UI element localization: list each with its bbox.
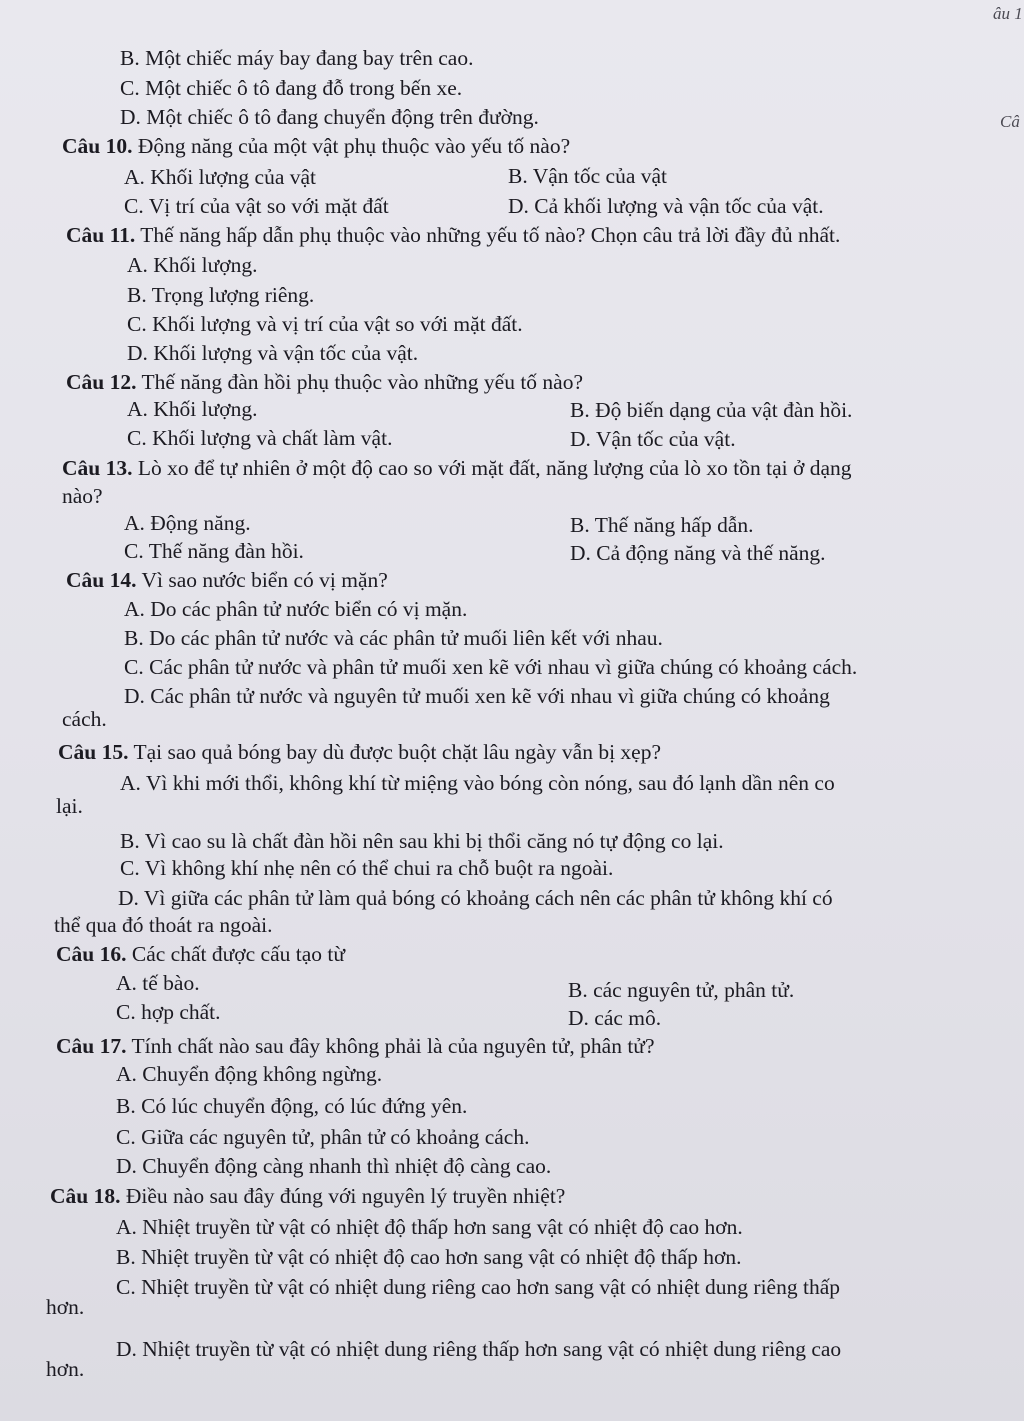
question-10 — [62, 133, 570, 159]
q18-option-d: D. Nhiệt truyền từ vật có nhiệt dung riêng thấp hơn sang vật có nhiệt dung riêng cao — [116, 1337, 842, 1361]
q17-option-a: A. Chuyển động không ngừng. — [116, 1062, 383, 1086]
question-number: Câu 11. — [66, 223, 136, 247]
q15-option-d: D. Vì giữa các phân tử làm quả bóng có khoảng cách nên các phân tử không khí có — [118, 886, 833, 910]
q16-option-a: A. tế bào. — [116, 971, 200, 995]
question-text: Thế năng đàn hồi phụ thuộc vào những yếu tố nào? — [136, 370, 584, 394]
question-17 — [56, 1033, 655, 1059]
q15-option-a: A. Vì khi mới thổi, không khí từ miệng vào bóng còn nóng, sau đó lạnh dần nên co — [120, 771, 835, 795]
q15-option-b: B. Vì cao su là chất đàn hồi nên sau khi bị thổi căng nó tự động co lại. — [120, 829, 724, 853]
q10-option-b: B. Vận tốc của vật — [508, 164, 668, 188]
q16-option-c: C. hợp chất. — [116, 1000, 221, 1024]
q11-option-c: C. Khối lượng và vị trí của vật so với mặt đất. — [127, 312, 523, 336]
question-text: Các chất được cấu tạo từ — [126, 942, 346, 966]
q18-option-d-continued: hơn. — [46, 1357, 85, 1381]
q13-option-d: D. Cả động năng và thế năng. — [570, 541, 826, 565]
question-14 — [66, 567, 388, 593]
q12-option-b: B. Độ biến dạng của vật đàn hồi. — [570, 398, 853, 422]
q17-option-b: B. Có lúc chuyển động, có lúc đứng yên. — [116, 1094, 468, 1118]
prev-option-d: D. Một chiếc ô tô đang chuyển động trên đường. — [120, 105, 539, 129]
q16-option-d: D. các mô. — [568, 1006, 662, 1030]
question-15 — [58, 739, 661, 765]
q12-option-a: A. Khối lượng. — [127, 397, 258, 421]
edge-mark-right: Câ — [1000, 112, 1020, 131]
q11-option-d: D. Khối lượng và vận tốc của vật. — [127, 341, 419, 365]
question-number: Câu 18. — [50, 1184, 121, 1208]
q10-option-d: D. Cả khối lượng và vận tốc của vật. — [508, 194, 824, 218]
question-16 — [56, 941, 345, 967]
q14-option-d-continued: cách. — [62, 707, 107, 731]
q18-option-b: B. Nhiệt truyền từ vật có nhiệt độ cao hơn sang vật có nhiệt độ thấp hơn. — [116, 1245, 742, 1269]
question-12 — [66, 369, 583, 395]
question-text: Tại sao quả bóng bay dù được buột chặt lâu ngày vẫn bị xẹp? — [128, 740, 661, 764]
prev-option-c: C. Một chiếc ô tô đang đỗ trong bến xe. — [120, 76, 463, 100]
q15-option-d-continued: thể qua đó thoát ra ngoài. — [54, 913, 273, 937]
question-13 — [62, 455, 852, 481]
q12-option-c: C. Khối lượng và chất làm vật. — [127, 426, 393, 450]
q10-option-a: A. Khối lượng của vật — [124, 165, 316, 189]
q14-option-d: D. Các phân tử nước và nguyên tử muối xen kẽ với nhau vì giữa chúng có khoảng — [124, 684, 830, 708]
question-number: Câu 12. — [66, 370, 137, 394]
question-number: Câu 16. — [56, 942, 127, 966]
q18-option-c: C. Nhiệt truyền từ vật có nhiệt dung riêng cao hơn sang vật có nhiệt dung riêng thấp — [116, 1275, 840, 1299]
question-number: Câu 10. — [62, 134, 133, 158]
q15-option-c: C. Vì không khí nhẹ nên có thể chui ra chỗ buột ra ngoài. — [120, 856, 614, 880]
q17-option-d: D. Chuyển động càng nhanh thì nhiệt độ càng cao. — [116, 1154, 552, 1178]
q13-option-c: C. Thế năng đàn hồi. — [124, 539, 304, 563]
question-number: Câu 13. — [62, 456, 133, 480]
question-text: Động năng của một vật phụ thuộc vào yếu tố nào? — [132, 134, 571, 158]
q11-option-a: A. Khối lượng. — [127, 253, 258, 277]
q15-option-a-continued: lại. — [56, 794, 83, 818]
q11-option-b: B. Trọng lượng riêng. — [127, 283, 315, 307]
edge-mark-top-right: âu 1 — [993, 4, 1023, 23]
question-text: Tính chất nào sau đây không phải là của nguyên tử, phân tử? — [126, 1034, 655, 1058]
question-text: Điều nào sau đây đúng với nguyên lý truyền nhiệt? — [120, 1184, 566, 1208]
q17-option-c: C. Giữa các nguyên tử, phân tử có khoảng cách. — [116, 1125, 530, 1149]
question-text: Vì sao nước biển có vị mặn? — [136, 568, 388, 592]
question-number: Câu 15. — [58, 740, 129, 764]
question-text: Thế năng hấp dẫn phụ thuộc vào những yếu tố nào? Chọn câu trả lời đầy đủ nhất. — [135, 223, 841, 247]
q13-option-a: A. Động năng. — [124, 511, 251, 535]
question-18 — [50, 1183, 565, 1209]
question-number: Câu 17. — [56, 1034, 127, 1058]
q14-option-c: C. Các phân tử nước và phân tử muối xen kẽ với nhau vì giữa chúng có khoảng cách. — [124, 655, 858, 679]
q10-option-c: C. Vị trí của vật so với mặt đất — [124, 194, 389, 218]
question-text: Lò xo để tự nhiên ở một độ cao so với mặt đất, năng lượng của lò xo tồn tại ở dạng — [132, 456, 852, 480]
prev-option-b: B. Một chiếc máy bay đang bay trên cao. — [120, 46, 474, 70]
q12-option-d: D. Vận tốc của vật. — [570, 427, 736, 451]
question-11 — [66, 222, 840, 248]
q18-option-a: A. Nhiệt truyền từ vật có nhiệt độ thấp hơn sang vật có nhiệt độ cao hơn. — [116, 1215, 743, 1239]
question-13-continued: nào? — [62, 484, 103, 508]
q16-option-b: B. các nguyên tử, phân tử. — [568, 978, 795, 1002]
q14-option-a: A. Do các phân tử nước biển có vị mặn. — [124, 597, 468, 621]
q18-option-c-continued: hơn. — [46, 1295, 85, 1319]
q13-option-b: B. Thế năng hấp dẫn. — [570, 513, 754, 537]
question-number: Câu 14. — [66, 568, 137, 592]
q14-option-b: B. Do các phân tử nước và các phân tử muối liên kết với nhau. — [124, 626, 663, 650]
